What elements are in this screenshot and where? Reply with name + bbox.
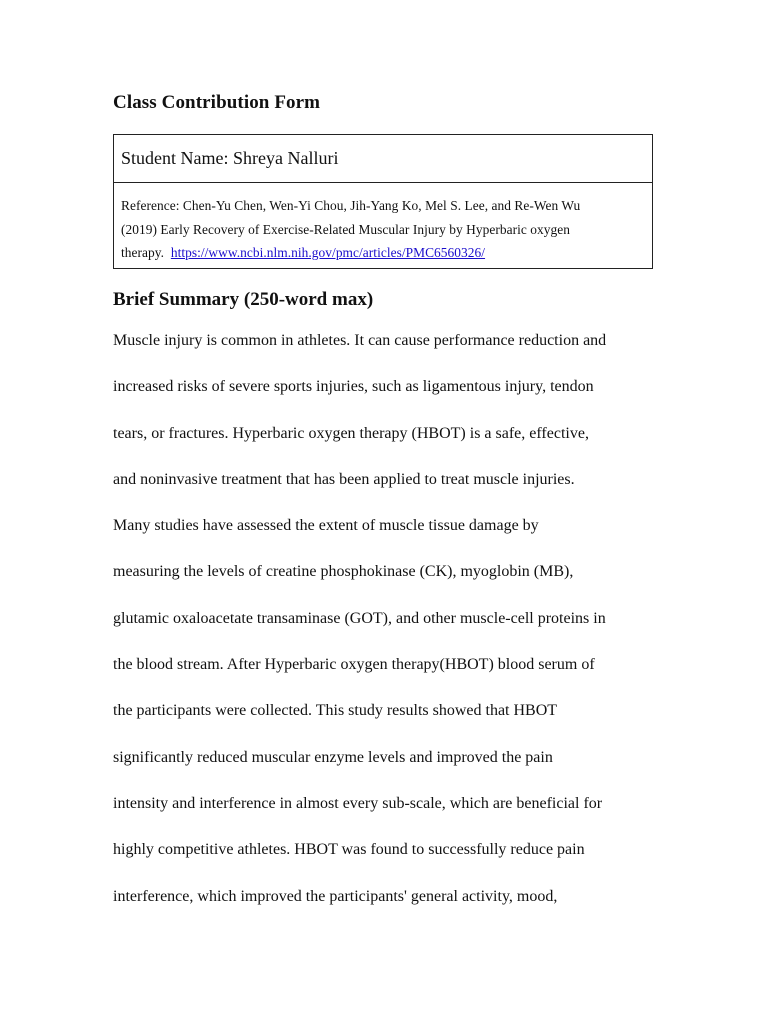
summary-heading: Brief Summary (250-word max)	[113, 289, 374, 310]
summary-line: measuring the levels of creatine phosphokinase (CK), myoglobin (MB),	[113, 563, 574, 581]
student-info-table	[113, 134, 653, 269]
summary-line: tears, or fractures. Hyperbaric oxygen therapy (HBOT) is a safe, effective,	[113, 424, 589, 442]
summary-line: glutamic oxaloacetate transaminase (GOT), and other muscle-cell proteins in	[113, 609, 606, 627]
reference-line-3	[121, 241, 645, 265]
summary-line: the blood stream. After Hyperbaric oxygen therapy(HBOT) blood serum of	[113, 656, 595, 674]
summary-line: Many studies have assessed the extent of muscle tissue damage by	[113, 517, 539, 535]
summary-line: the participants were collected. This study results showed that HBOT	[113, 702, 558, 720]
reference-line-1: Reference: Chen-Yu Chen, Wen-Yi Chou, Jih-Yang Ko, Mel S. Lee, and Re-Wen Wu	[121, 198, 581, 213]
reference-link[interactable]: https://www.ncbi.nlm.nih.gov/pmc/articles/PMC6560326/	[170, 245, 486, 260]
summary-line: increased risks of severe sports injuries, such as ligamentous injury, tendon	[113, 378, 594, 396]
summary-line: highly competitive athletes. HBOT was found to successfully reduce pain	[113, 841, 585, 859]
reference-line-3-prefix: therapy.	[121, 245, 171, 260]
summary-line: significantly reduced muscular enzyme levels and improved the pain	[113, 748, 553, 766]
reference-line-2: (2019) Early Recovery of Exercise-Related Muscular Injury by Hyperbaric oxygen	[121, 221, 570, 237]
student-name-text: Student Name: Shreya Nalluri	[121, 148, 339, 168]
form-title: Class Contribution Form	[113, 92, 321, 113]
student-name-cell	[114, 135, 652, 183]
reference-cell	[114, 183, 652, 265]
summary-line: intensity and interference in almost every sub-scale, which are beneficial for	[113, 794, 603, 812]
summary-line: and noninvasive treatment that has been applied to treat muscle injuries.	[113, 470, 575, 488]
summary-line: Muscle injury is common in athletes. It can cause performance reduction and	[113, 332, 607, 349]
summary-paragraph	[113, 326, 673, 928]
summary-line: interference, which improved the participants' general activity, mood,	[113, 887, 558, 905]
